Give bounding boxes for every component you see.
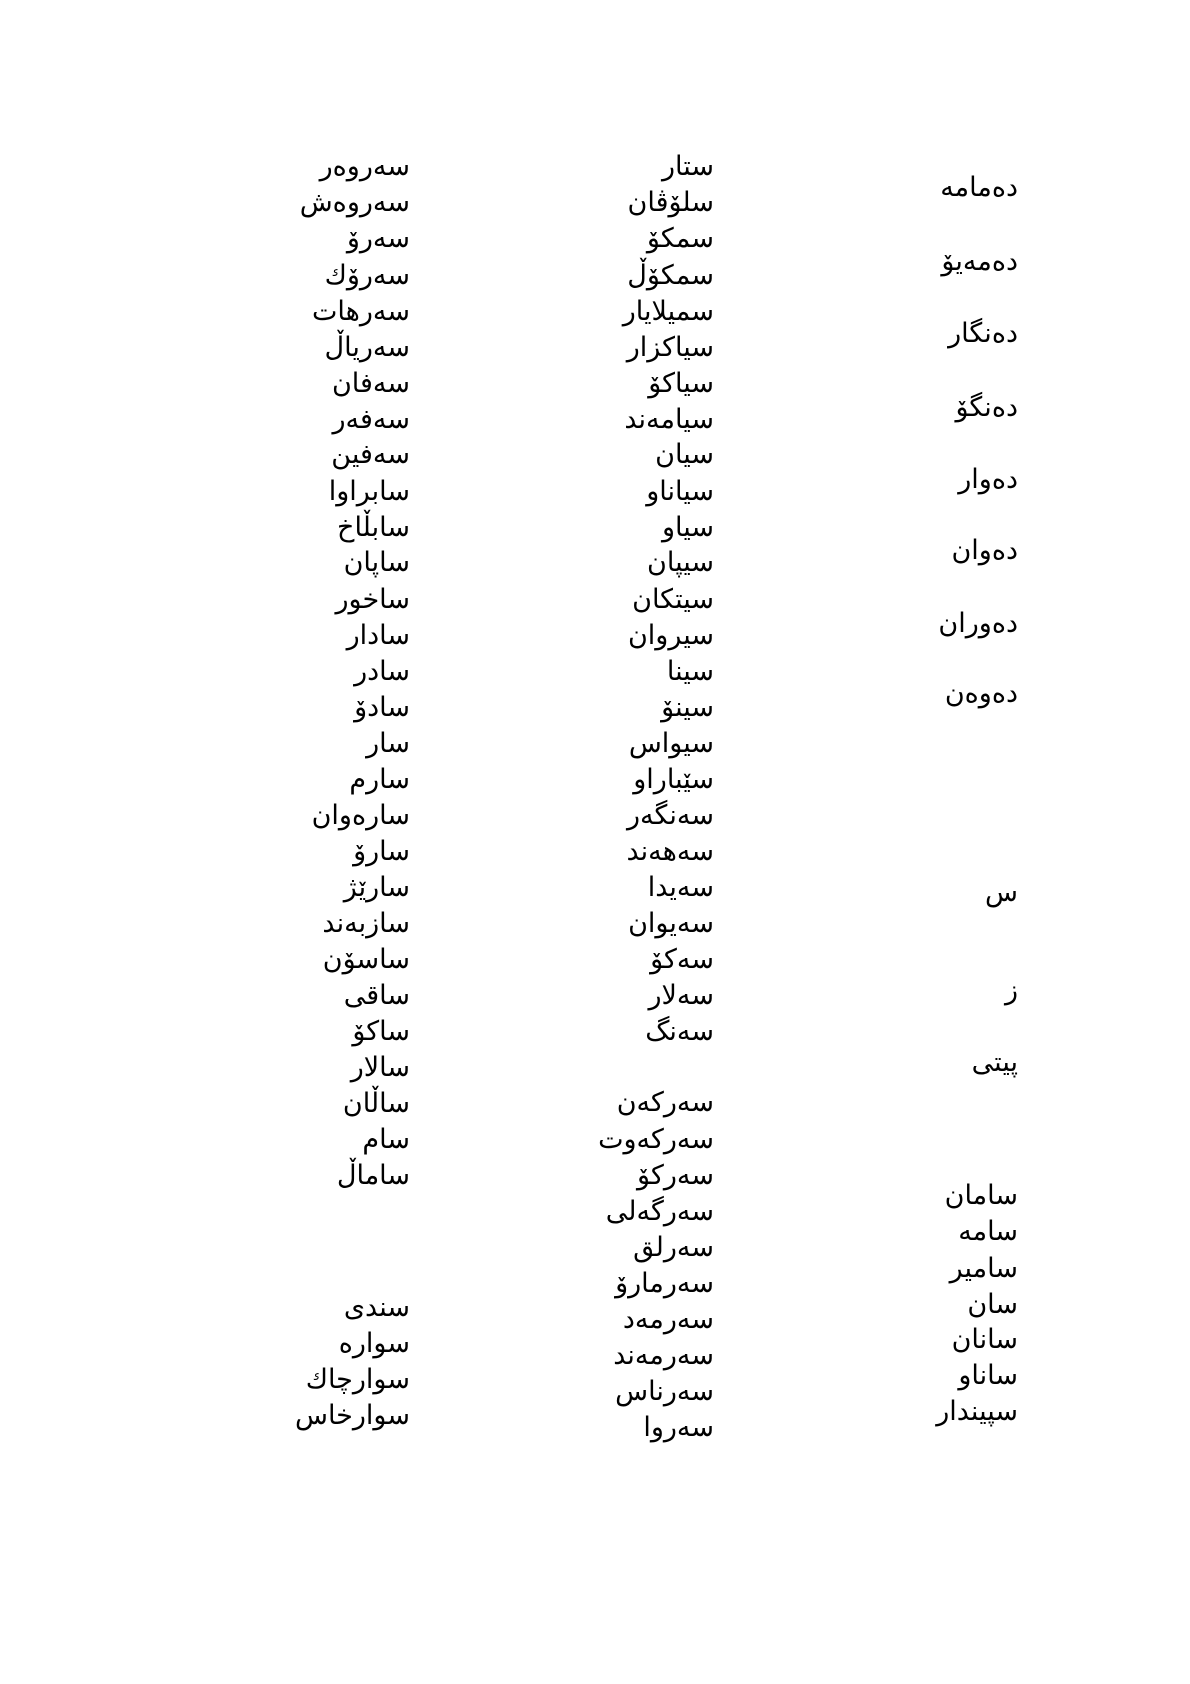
word-right-12: سامان <box>944 1180 1018 1211</box>
word-right-15: سان <box>967 1289 1018 1320</box>
word-left-5: سەرهات <box>311 296 410 327</box>
word-left-10: سابراوا <box>328 476 410 507</box>
word-left-4: سەرۆك <box>324 260 410 291</box>
word-left-15: سادر <box>354 656 410 687</box>
word-left-1: سەروەر <box>319 151 410 182</box>
word-left-16: سادۆ <box>354 692 410 723</box>
word-left-23: ساسۆن <box>322 944 410 975</box>
word-left-24: ساقی <box>343 980 410 1011</box>
word-middle-10: سیاناو <box>646 476 714 507</box>
word-middle-2: سلۆڤان <box>627 187 714 218</box>
word-middle-13: سیتکان <box>632 584 714 615</box>
word-middle-16: سینۆ <box>661 692 714 723</box>
word-left-18: سارم <box>349 764 410 795</box>
word-left-9: سەفین <box>331 439 410 470</box>
word-left-26: سالار <box>350 1052 410 1083</box>
column-left <box>0 0 410 1684</box>
word-right-1: دەمامە <box>940 172 1018 203</box>
word-middle-15: سینا <box>666 656 714 687</box>
word-middle-29: سەرگەلی <box>605 1196 714 1227</box>
word-left-31: سوارە <box>338 1328 410 1359</box>
word-right-11: پیتی <box>971 1047 1018 1078</box>
word-middle-19: سەنگەر <box>626 800 714 831</box>
word-right-9: س <box>985 877 1018 908</box>
word-left-14: سادار <box>346 620 410 651</box>
word-left-6: سەریاڵ <box>324 332 410 363</box>
word-right-5: دەوار <box>958 464 1018 495</box>
word-left-19: سارەوان <box>311 800 410 831</box>
word-left-7: سەفان <box>331 368 410 399</box>
word-left-32: سوارچاك <box>305 1364 410 1395</box>
word-left-28: سام <box>362 1124 410 1155</box>
word-middle-6: سیاکزار <box>626 332 714 363</box>
word-middle-17: سیواس <box>628 728 714 759</box>
word-middle-28: سەرکۆ <box>637 1160 714 1191</box>
word-middle-9: سیان <box>655 439 714 470</box>
word-middle-24: سەلار <box>648 980 714 1011</box>
word-left-22: سازبەند <box>322 908 410 939</box>
word-middle-4: سمکۆڵ <box>627 260 714 291</box>
word-middle-11: سیاو <box>661 512 714 543</box>
word-right-6: دەوان <box>951 535 1018 566</box>
word-right-7: دەوران <box>938 608 1018 639</box>
word-middle-34: سەرناس <box>615 1376 714 1407</box>
word-left-8: سەفەر <box>332 404 410 435</box>
word-right-2: دەمەیۆ <box>941 246 1018 277</box>
word-middle-27: سەرکەوت <box>598 1124 714 1155</box>
word-right-14: سامیر <box>949 1253 1018 1284</box>
word-middle-5: سمیلایار <box>622 296 714 327</box>
word-left-20: سارۆ <box>353 836 410 867</box>
word-middle-31: سەرمارۆ <box>615 1268 714 1299</box>
word-middle-32: سەرمەد <box>622 1304 714 1335</box>
word-right-18: سپیندار <box>936 1396 1018 1427</box>
word-left-2: سەروەش <box>299 187 410 218</box>
word-middle-14: سیروان <box>627 620 714 651</box>
word-left-11: سابڵاخ <box>337 512 410 543</box>
word-middle-8: سیامەند <box>624 404 714 435</box>
word-right-17: ساناو <box>958 1360 1018 1391</box>
word-right-16: سانان <box>951 1324 1018 1355</box>
word-middle-1: ستار <box>661 151 714 182</box>
word-middle-18: سێباراو <box>633 764 714 795</box>
word-middle-21: سەیدا <box>647 872 714 903</box>
word-middle-22: سەیوان <box>628 908 714 939</box>
word-left-25: ساکۆ <box>352 1016 410 1047</box>
word-middle-3: سمکۆ <box>646 223 714 254</box>
word-left-30: سندی <box>343 1292 410 1323</box>
word-left-21: سارێژ <box>343 872 410 903</box>
word-left-13: ساخور <box>335 584 410 615</box>
word-left-27: ساڵان <box>342 1088 410 1119</box>
word-middle-20: سەهەند <box>626 836 714 867</box>
word-right-3: دەنگار <box>948 318 1018 349</box>
word-right-10: ز <box>1004 975 1018 1006</box>
word-right-8: دەوەن <box>944 678 1018 709</box>
word-left-12: ساپان <box>343 547 410 578</box>
word-middle-33: سەرمەند <box>613 1340 714 1371</box>
word-middle-7: سیاکۆ <box>648 368 714 399</box>
word-left-3: سەرۆ <box>346 223 410 254</box>
word-middle-35: سەروا <box>643 1412 714 1443</box>
word-middle-26: سەرکەن <box>616 1087 714 1118</box>
word-middle-30: سەرلق <box>633 1232 714 1263</box>
word-right-4: دەنگۆ <box>955 392 1018 423</box>
word-left-29: ساماڵ <box>336 1160 410 1191</box>
word-middle-12: سیپان <box>647 547 714 578</box>
word-middle-25: سەنگ <box>645 1016 714 1047</box>
word-left-33: سوارخاس <box>295 1400 410 1431</box>
word-right-13: سامە <box>958 1216 1018 1247</box>
word-middle-23: سەکۆ <box>650 944 714 975</box>
word-left-17: سار <box>366 728 410 759</box>
